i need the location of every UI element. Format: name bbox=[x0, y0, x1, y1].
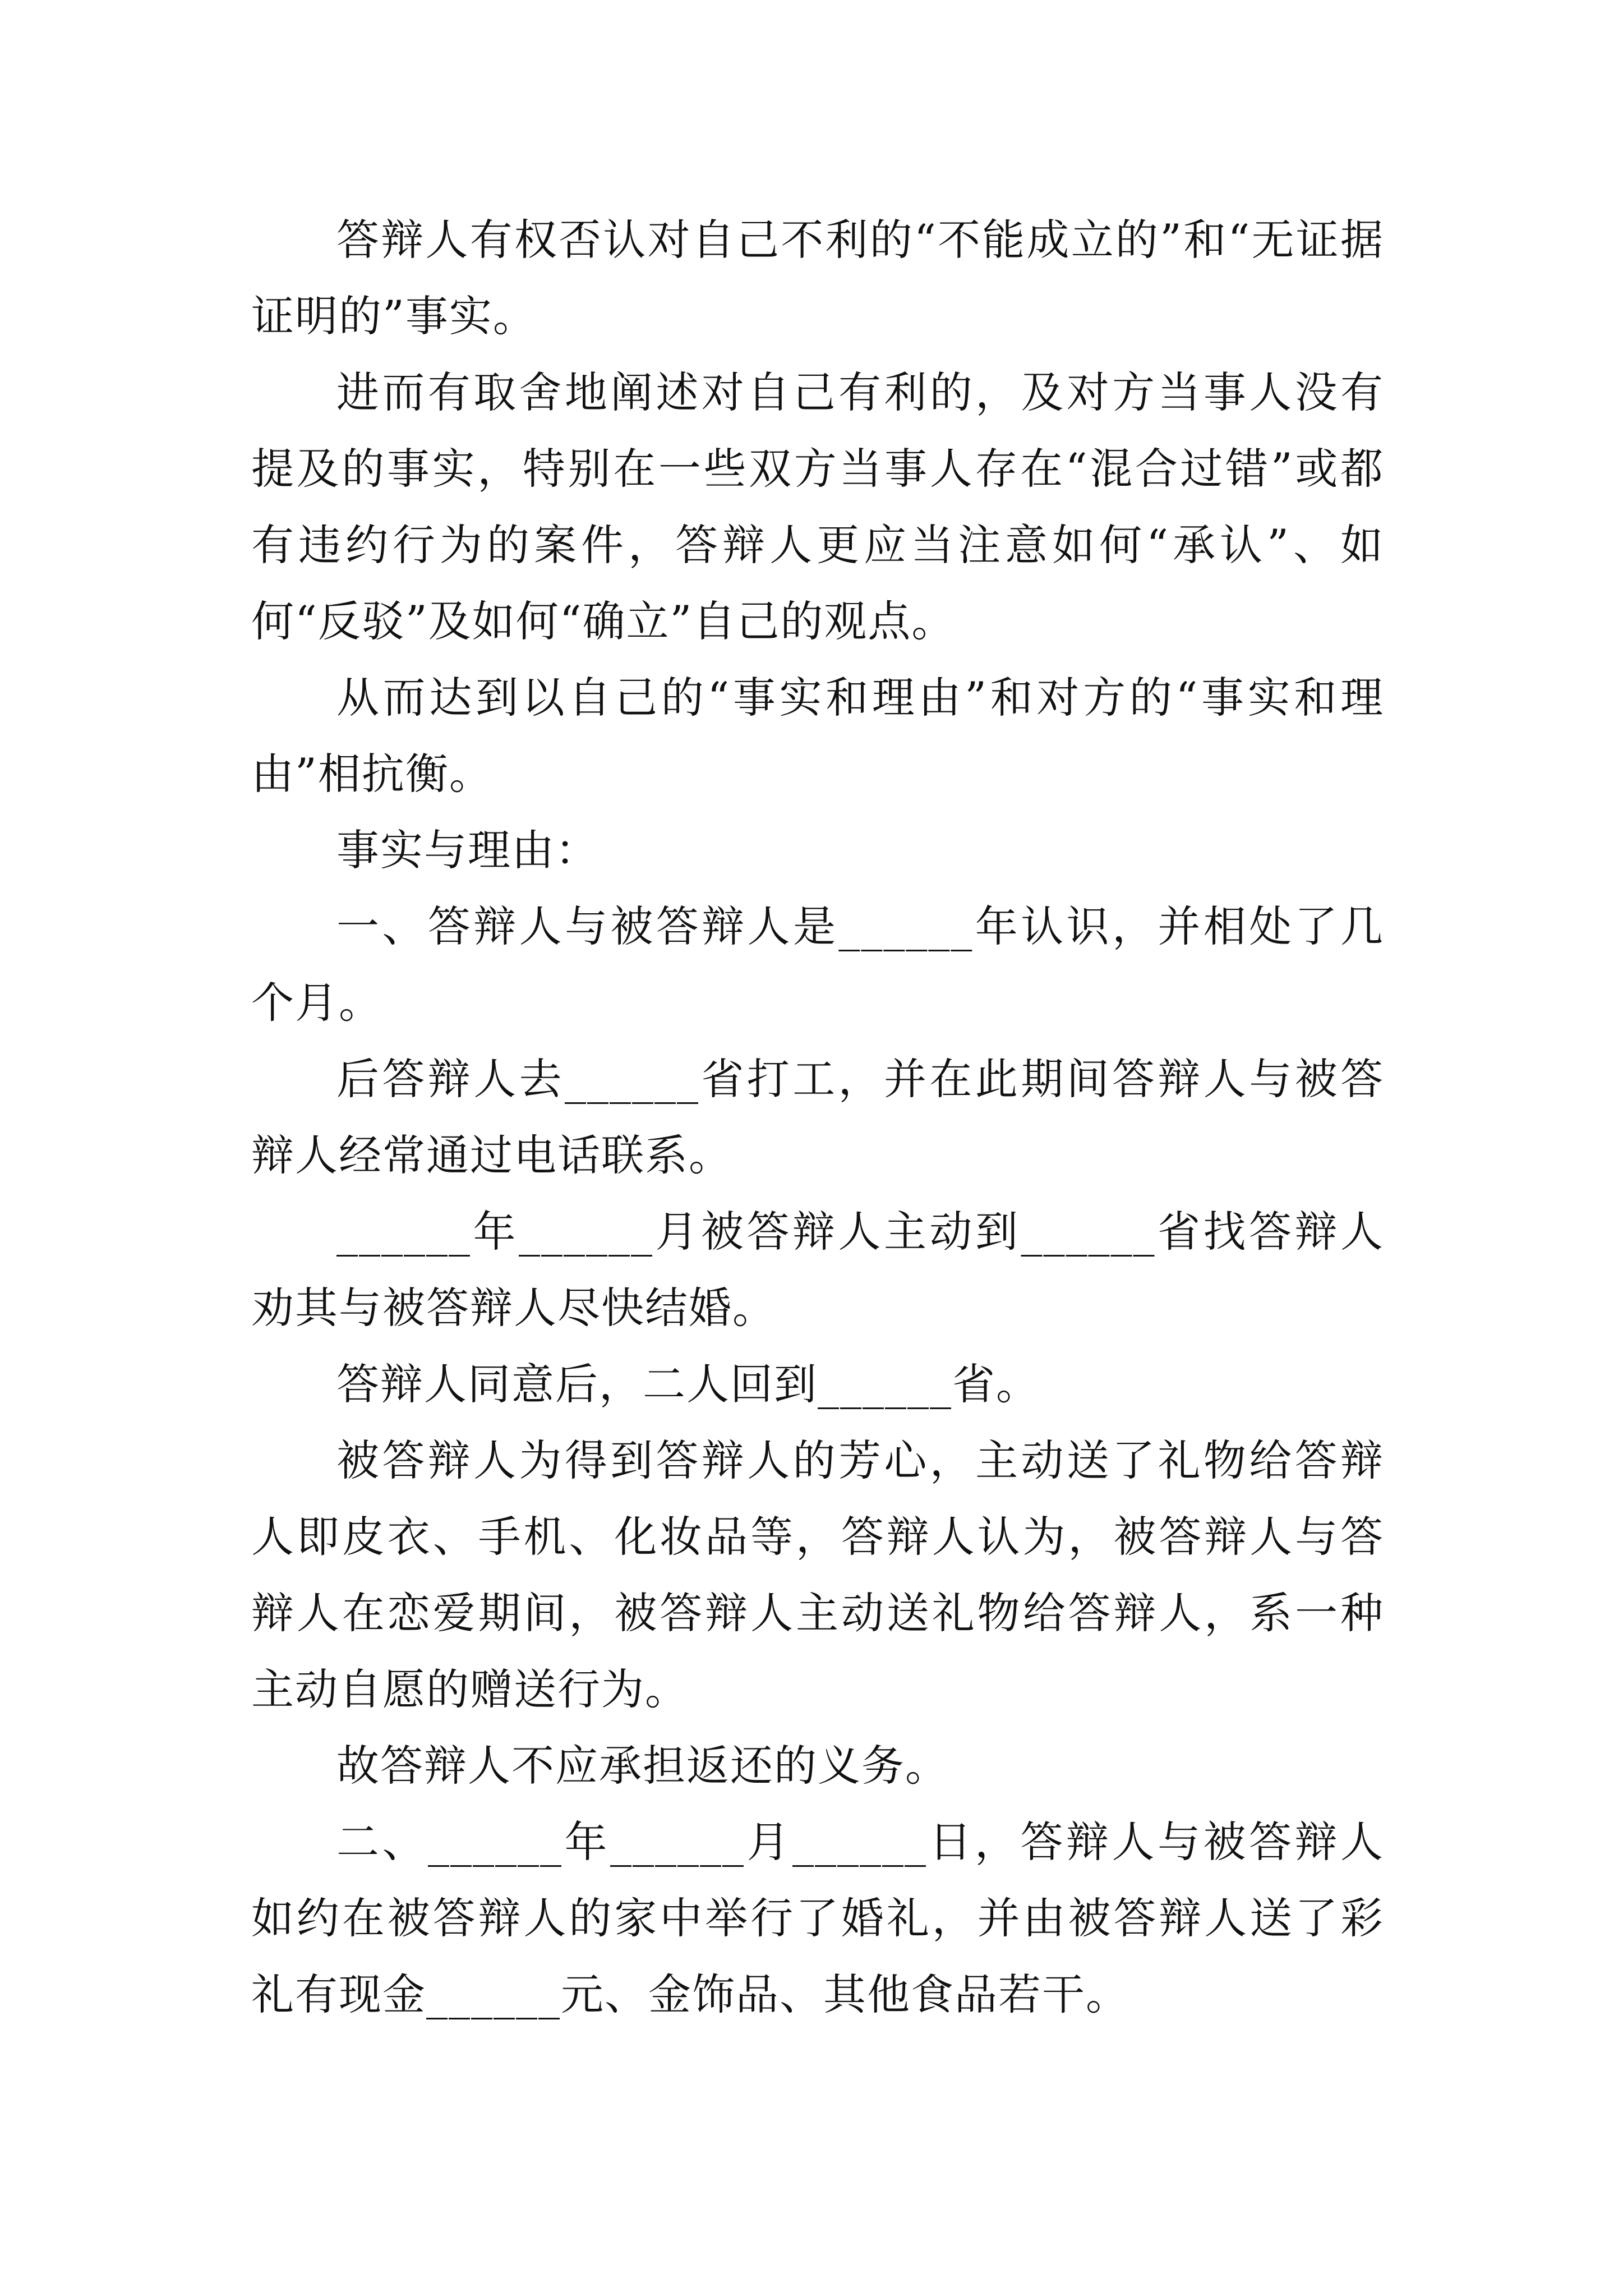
paragraph-no-return-obligation: 故答辩人不应承担返还的义务。 bbox=[336, 1741, 949, 1791]
paragraph-right-to-deny: 答辩人有权否认对自己不利的“不能成立的”和“无证据证明的”事实。 bbox=[251, 215, 1384, 341]
section-heading-facts-and-reasons: 事实与理由： bbox=[336, 825, 599, 875]
paragraph-wedding: 二、______年______月______日，答辩人与被答辩人如约在被答辩人的家中举行了婚礼，并由被答辩人送了彩礼有现金______元、金饰品、其他食品若干。 bbox=[251, 1817, 1384, 2019]
paragraph-gifts: 被答辩人为得到答辩人的芳心，主动送了礼物给答辩人即皮衣、手机、化妆品等，答辩人认为，被答辩人与答辩人在恋爱期间，被答辩人主动送礼物给答辩人，系一种主动自愿的赠送行为。 bbox=[251, 1435, 1384, 1714]
paragraph-marriage-proposal: ______年______月被答辩人主动到______省找答辩人劝其与被答辩人尽快结婚。 bbox=[251, 1207, 1384, 1333]
paragraph-return: 答辩人同意后，二人回到______省。 bbox=[336, 1359, 1040, 1409]
paragraph-work-away: 后答辩人去______省打工，并在此期间答辩人与被答辩人经常通过电话联系。 bbox=[251, 1054, 1384, 1180]
document-body bbox=[251, 202, 1384, 2033]
paragraph-counterbalance: 从而达到以自己的“事实和理由”和对方的“事实和理由”相抗衡。 bbox=[251, 673, 1384, 799]
paragraph-acquaintance: 一、答辩人与被答辩人是______年认识，并相处了几个月。 bbox=[251, 901, 1384, 1028]
paragraph-selective-facts: 进而有取舍地阐述对自己有利的，及对方当事人没有提及的事实，特别在一些双方当事人存在“混合过错”或都有违约行为的案件，答辩人更应当注意如何“承认”、如何“反驳”及如何“确立”自己的观点。 bbox=[251, 367, 1384, 646]
